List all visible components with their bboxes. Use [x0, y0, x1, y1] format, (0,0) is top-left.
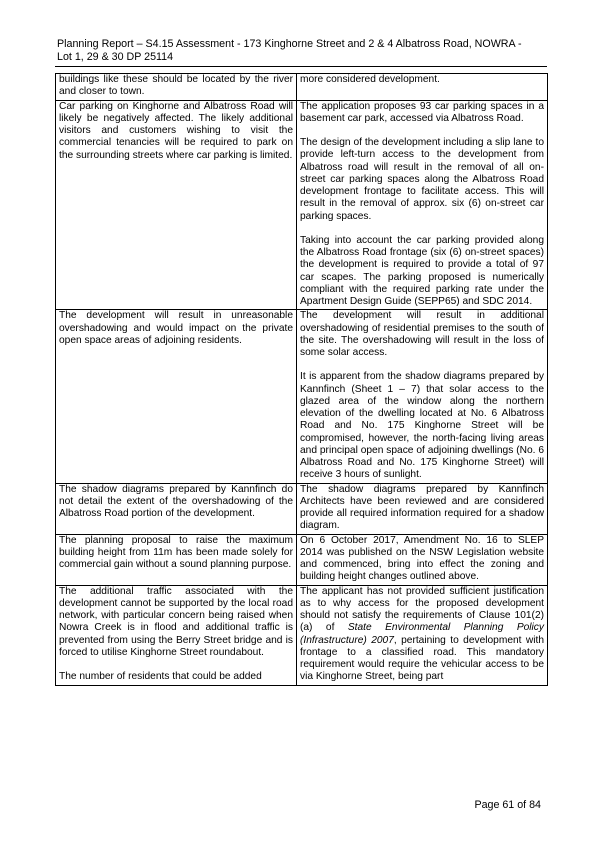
table-row: [56, 310, 548, 483]
issue-cell: [56, 310, 297, 483]
issue-text: buildings like these should be located by the river and closer to town.: [59, 74, 293, 98]
issue-cell: [56, 100, 297, 310]
page-header: [57, 38, 547, 64]
issue-text: The additional traffic associated with the development cannot be supported by the local road network, with particular concern being raised when Nowra Creek is in flood and additional traffic is prevented from using the Berry Street bridge and is forced to utilise Kinghorne Street roundabout.: [59, 585, 293, 658]
sepp-infrastructure-title: State Environmental Planning Policy (Infrastructure) 2007: [300, 622, 544, 646]
response-text-start: The applicant has not provided sufficient justification as to why access for the proposed development should not satisfy the requirements of Clause 101(2)(a) of: [300, 585, 544, 634]
response-cell: [297, 585, 548, 685]
table-row: [56, 534, 548, 585]
submissions-table: [55, 73, 548, 686]
response-text-end: , pertaining to development with frontage to a classified road. This mandatory requirement would require the vehicular access to be via Kinghorne Street, being part: [300, 634, 545, 683]
response-cell: [297, 100, 548, 310]
table-row: [56, 74, 548, 101]
response-text: more considered development.: [300, 74, 440, 85]
issue-text: The planning proposal to raise the maximum building height from 11m has been made solely for commercial gain without a sound planning purpose.: [59, 534, 293, 570]
response-text: On 6 October 2017, Amendment No. 16 to SLEP 2014 was published on the NSW Legislation website and commenced, bring into effect the zoning and building height changes outlined above.: [300, 534, 544, 583]
issue-cell: [56, 483, 297, 534]
response-text: The design of the development including a slip lane to provide left-turn access to the development from Albatross road will result in the removal of all on-street car parking spaces along the Albatross Road development frontage to facilitate access. This will result in the removal of approx. six (6) on-street car parking spaces.: [300, 137, 544, 222]
issue-text: The development will result in unreasonable overshadowing and would impact on the private open space areas of adjoining residents.: [59, 310, 293, 346]
response-cell: [297, 74, 548, 101]
response-text: [300, 586, 544, 684]
issue-cell: [56, 585, 297, 685]
response-text: It is apparent from the shadow diagrams prepared by Kannfinch (Sheet 1 – 7) that solar access to the glazed area of the window along the northern elevation of the dwelling located at No. 6 Albatross Road and No. 175 Kinghorne Street will be compromised, however, the north-facing living areas and principal open space of adjoining dwellings (No. 6 Albatross Road and No. 175 Kinghorne Street) will receive 3 hours of sunlight.: [300, 371, 544, 481]
issue-text: The number of residents that could be added: [59, 671, 262, 682]
header-divider: [55, 66, 547, 67]
response-text: The development will result in additional overshadowing of residential premises to the south of the site. The overshadowing will result in the loss of some solar access.: [300, 310, 544, 358]
issue-text: The shadow diagrams prepared by Kannfinch do not detail the extent of the overshadowing of the Albatross Road portion of the development.: [59, 483, 293, 519]
header-title-line-2: Lot 1, 29 & 30 DP 25114: [57, 51, 174, 63]
response-text: The shadow diagrams prepared by Kannfinch Architects have been reviewed and are considered provide all required information required for a shadow diagram.: [300, 483, 544, 532]
table-row: [56, 585, 548, 685]
response-text: The application proposes 93 car parking spaces in a basement car park, accessed via Albatross Road.: [300, 100, 544, 124]
issue-cell: [56, 534, 297, 585]
page-number: Page 61 of 84: [474, 799, 541, 811]
header-title-line-1: Planning Report – S4.15 Assessment - 173 Kinghorne Street and 2 & 4 Albatross Road, NOWRA -: [57, 38, 522, 50]
issue-cell: [56, 74, 297, 101]
table-row: [56, 483, 548, 534]
table-row: [56, 100, 548, 310]
response-cell: [297, 534, 548, 585]
response-cell: [297, 483, 548, 534]
response-cell: [297, 310, 548, 483]
issue-text: Car parking on Kinghorne and Albatross Road will likely be negatively affected. The likely additional visitors and customers wishing to visit the commercial tenancies will be required to park on the surrounding streets where car parking is limited.: [59, 100, 293, 161]
response-text: Taking into account the car parking provided along the Albatross Road frontage (six (6) on-street spaces) the development is required to provide a total of 97 car scapes. The parking proposed is numerically compliant with the required parking rate under the Apartment Design Guide (SEPP65) and SDC 2014.: [300, 234, 544, 307]
